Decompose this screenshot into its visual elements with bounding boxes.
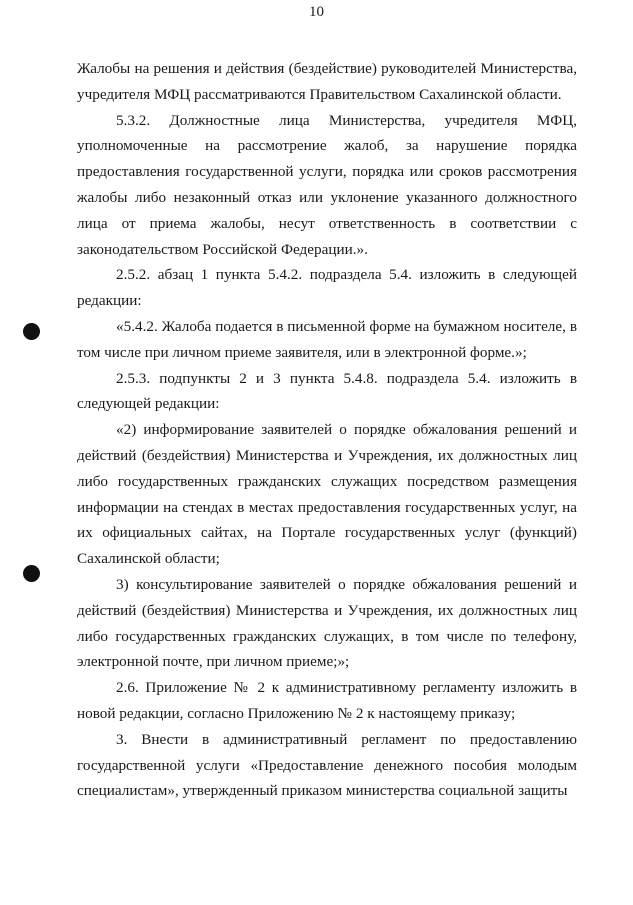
paragraph: 3) консультирование заявителей о порядке обжалования решений и действий (бездействия) Министерства и Учреждения, их должностных лиц либо государственных гражданских служащих, в том числе по телефону, электронной почте, при личном приеме;»; <box>77 575 577 671</box>
punch-hole <box>23 565 40 582</box>
paragraph: 2.6. Приложение № 2 к административному регламенту изложить в новой редакции, согласно Приложению № 2 к настоящему приказу; <box>77 679 577 722</box>
paragraph: 3. Внести в административный регламент по предоставлению государственной услуги «Предоставление денежного пособия молодым специалистам», утвержденный приказом министерства социальной защиты <box>77 730 577 800</box>
punch-hole <box>23 323 40 340</box>
document-body <box>77 56 577 804</box>
page-number: 10 <box>309 4 324 20</box>
paragraph: «5.4.2. Жалоба подается в письменной форме на бумажном носителе, в том числе при личном приеме заявителя, или в электронной форме.»; <box>77 317 577 361</box>
paragraph: Жалобы на решения и действия (бездействие) руководителей Министерства, учредителя МФЦ рассматриваются Правительством Сахалинской области. <box>77 60 577 103</box>
paragraph: 2.5.3. подпункты 2 и 3 пункта 5.4.8. подраздела 5.4. изложить в следующей редакции: <box>77 369 577 413</box>
paragraph: 2.5.2. абзац 1 пункта 5.4.2. подраздела 5.4. изложить в следующей редакции: <box>77 266 577 310</box>
paragraph: 5.3.2. Должностные лица Министерства, учредителя МФЦ, уполномоченные на рассмотрение жалоб, за нарушение порядка предоставления государственной услуги, порядка или сроков рассмотрения жалобы либо незаконный отказ или уклонение указанного должностного лица от приема жалобы, несут ответственность в соответствии с законодательством Российской Федерации.». <box>77 111 577 258</box>
paragraph: «2) информирование заявителей о порядке обжалования решений и действий (бездействия) Министерства и Учреждения, их должностных лиц либо государственных гражданских служащих посредством размещения информации на стендах в местах предоставления государственных услуг, на их официальных сайтах, на Портале государственных услуг (функций) Сахалинской области; <box>77 421 577 568</box>
